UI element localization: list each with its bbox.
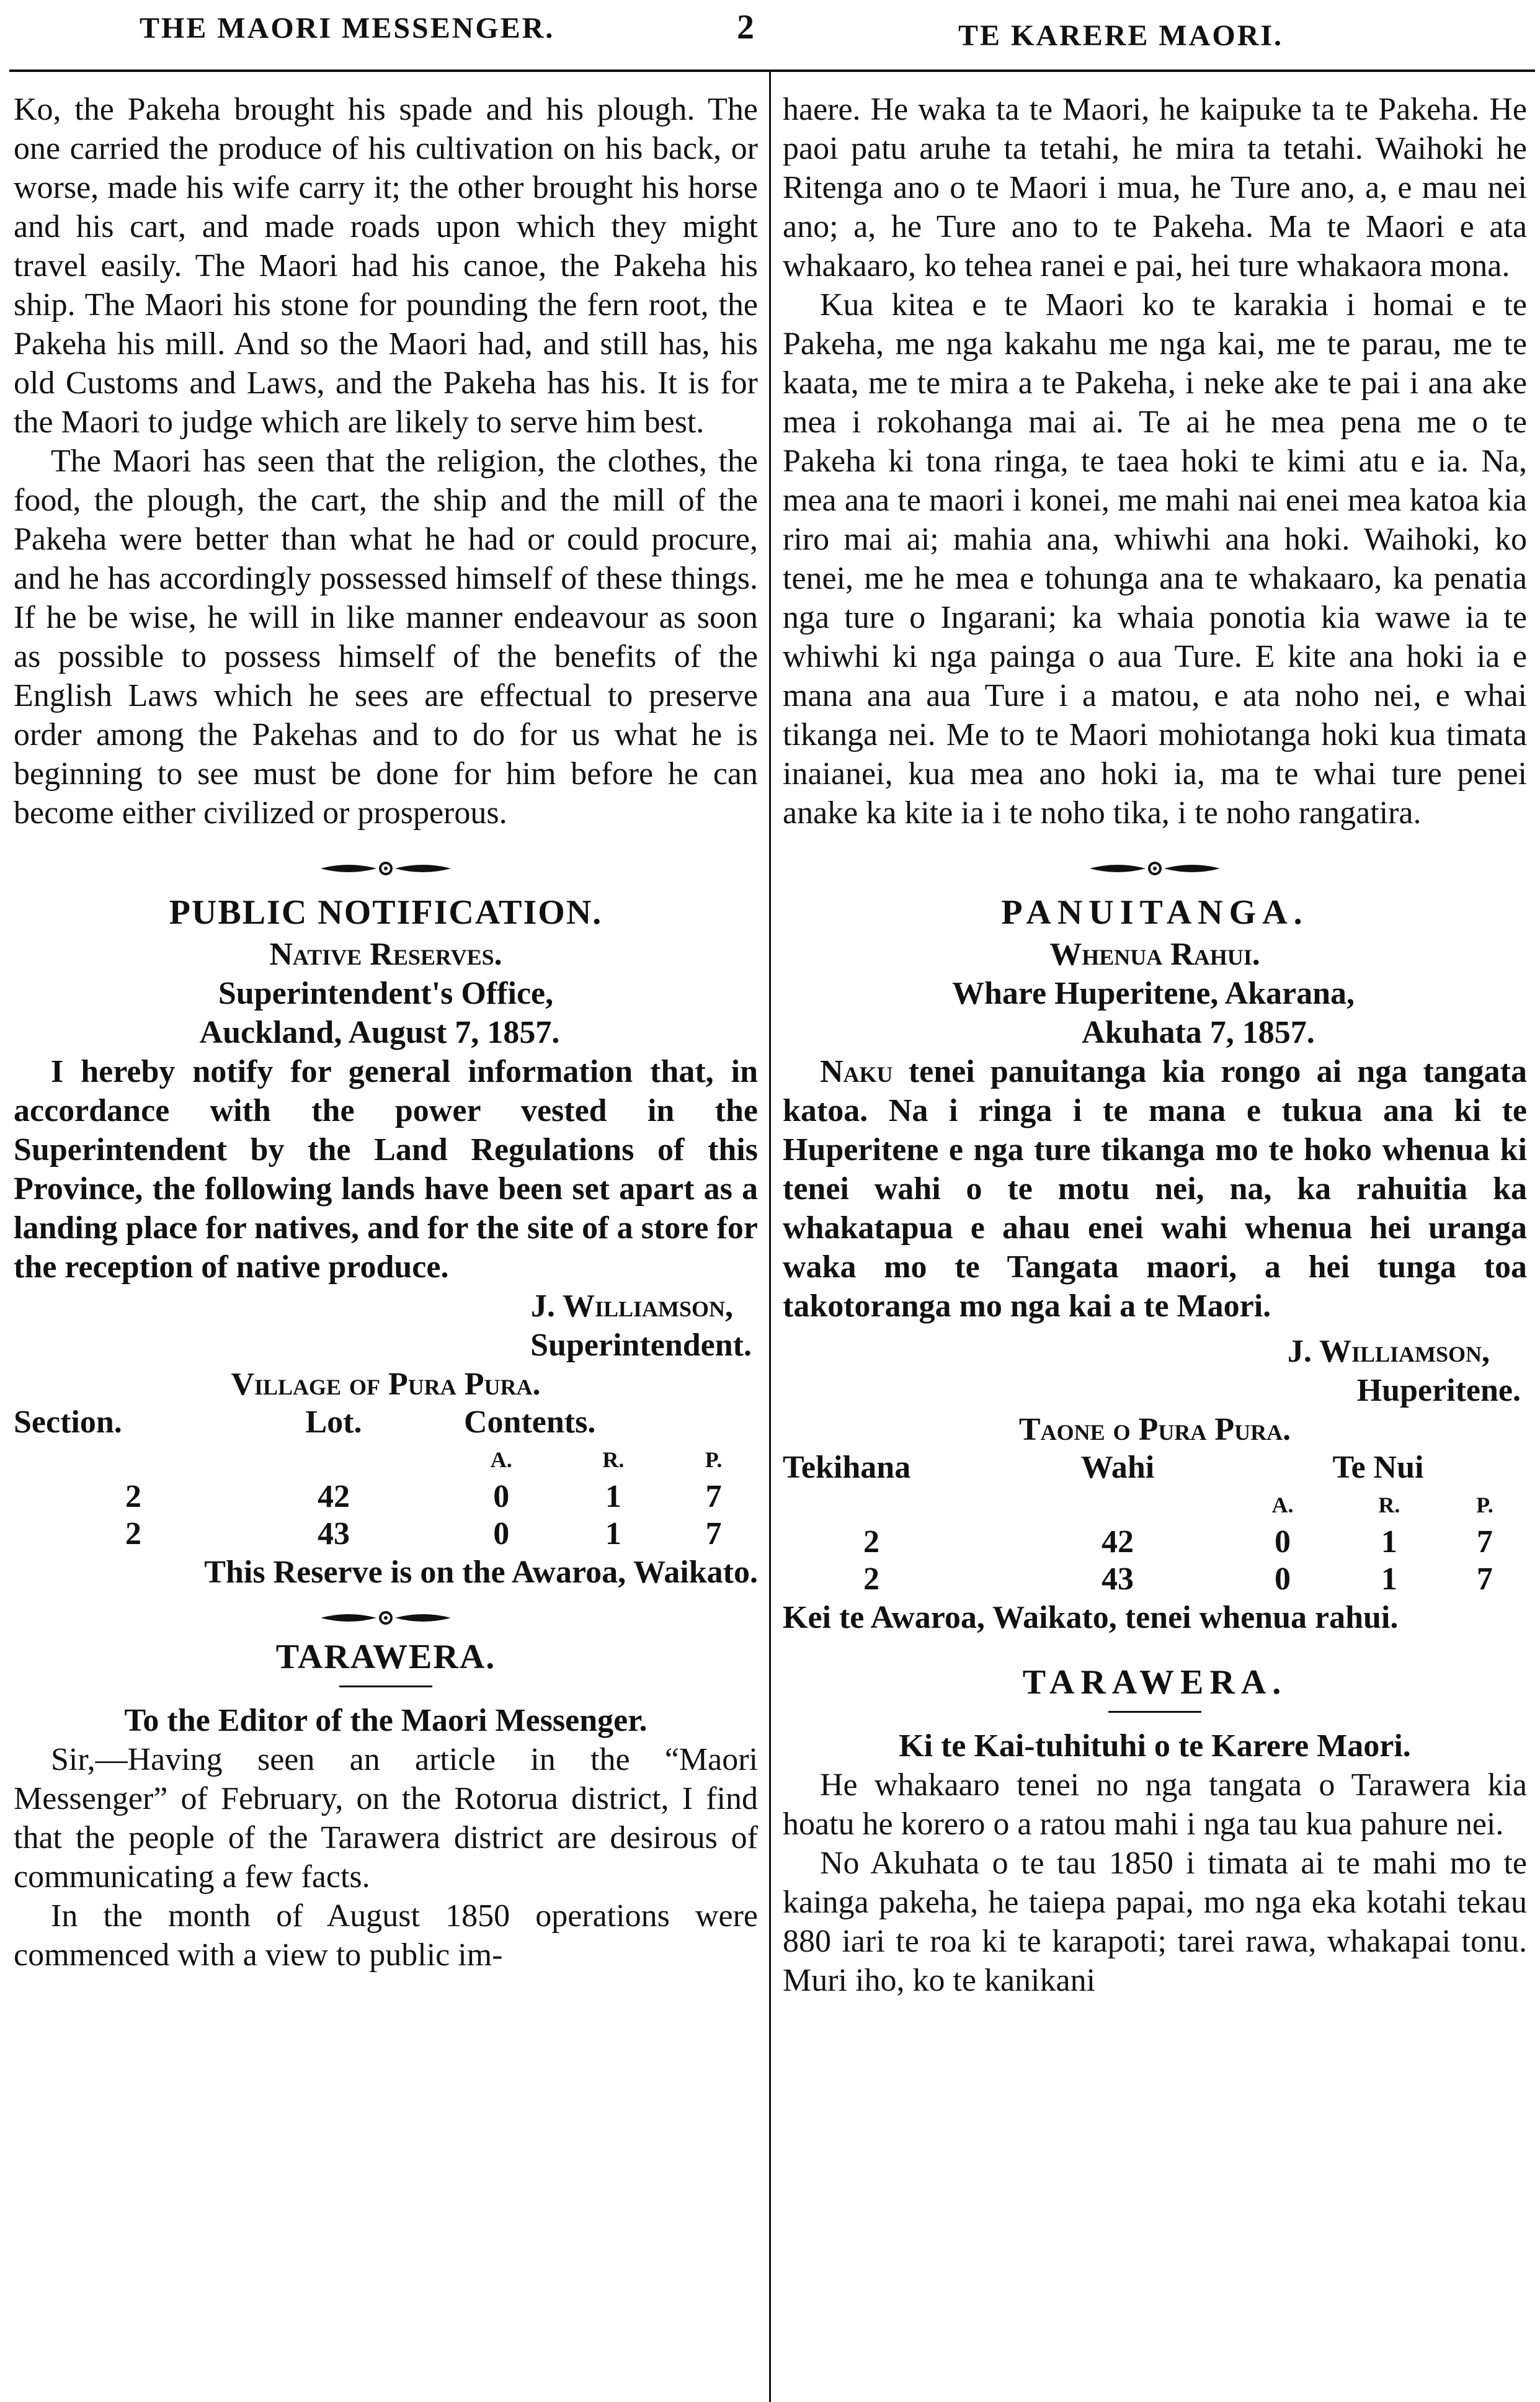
ornament-divider (783, 851, 1527, 882)
letter-paragraph: Sir,—Having seen an article in the “Maori Messenger” of February, on the Rotorua district, I find that the people of the Tarawera district are desirous of communicating a few facts. (14, 1742, 758, 1895)
table-row (14, 1478, 758, 1516)
units-row (783, 1486, 1527, 1524)
unit-label: R. (1378, 1493, 1400, 1517)
perches-cell: 7 (1476, 1524, 1493, 1560)
section-cell: 2 (863, 1561, 879, 1597)
paragraph: Ko, the Pakeha brought his spade and his plough. The one carried the produce of his cultivation on his back, or worse, made his wife carry it; the other brought his horse and his cart, and made roads upon which they might travel easily. The Maori had his canoe, the Pakeha his ship. The Maori his stone for pounding the fern root, the Pakeha his mill. And so the Maori had, and still has, his old Customs and Laws, and the Pakeha has his. It is for the Maori to judge which are likely to serve him best. (14, 92, 758, 440)
roods-cell: 1 (605, 1516, 621, 1551)
section-cell: 2 (125, 1516, 141, 1551)
section-title: TARAWERA. (1022, 1663, 1288, 1702)
reserve-table (783, 1449, 1527, 1598)
column-divider (769, 69, 771, 2402)
notice-body: tenei panuitanga kia rongo ai nga tangata katoa. Na i ringa i te mana e tukua ana ki te Huperitene e nga ture tikanga mo te hoko whenua ki tenei wahi o te motu nei, na, ka rahuitia ka whakatapua e ahau enei wahi whenua hei uranga waka mo te Tangata maori, a hei tunga toa takotoranga mo nga kai a te Maori. (783, 1054, 1528, 1324)
perches-cell: 7 (705, 1516, 722, 1551)
page-header (0, 0, 1540, 62)
paragraph: haere. He waka ta te Maori, he kaipuke ta te Pakeha. He paoi patu aruhe ta tetahi, he mira ta tetahi. Waihoki he Ritenga ano o te Maori i mua, he Ture ano, a, e mau nei ano; a, he Ture ano to te Pakeha. Ma te Maori e ata whakaaro, ko tehea ranei e pai, hei ture whakaora mona. (783, 92, 1527, 284)
acres-cell: 0 (1274, 1561, 1291, 1597)
notice-body: I hereby notify for general information that, in accordance with the power vested in the Superintendent by the Land Regulations of this Province, the following lands have been set apart as a landing place for natives, and for the site of a store for the reception of native produce. (14, 1054, 758, 1285)
notice-subtitle: Native Reserves. (269, 937, 502, 972)
table-header-row (783, 1449, 1527, 1486)
column-header: Te Nui (1332, 1450, 1424, 1485)
signer-title: Huperitene. (1356, 1373, 1521, 1408)
letter-paragraph: He whakaaro tenei no nga tangata o Tarawera kia hoatu he korero o a ratou mahi i nga tau kua pahure nei. (783, 1767, 1527, 1842)
village-heading: Taone o Pura Pura. (1018, 1412, 1291, 1447)
page-number: 2 (737, 8, 754, 47)
ornament-divider (783, 1646, 1527, 1657)
column-header: Lot. (305, 1404, 362, 1440)
notice-title: PUBLIC NOTIFICATION. (169, 893, 603, 932)
place-date: Auckland, August 7, 1857. (199, 1015, 560, 1050)
notice-lead: Naku (820, 1054, 893, 1089)
acres-cell: 0 (493, 1516, 510, 1551)
table-header-row (14, 1404, 758, 1441)
masthead-english: THE MAORI MESSENGER. (140, 12, 555, 45)
unit-label: A. (490, 1447, 512, 1472)
roods-cell: 1 (1381, 1524, 1397, 1560)
table-row (783, 1561, 1527, 1598)
table-row (783, 1524, 1527, 1561)
date-line: Akuhata 7, 1857. (1082, 1015, 1315, 1050)
table-row (14, 1516, 758, 1553)
ornament-divider (14, 851, 758, 882)
maori-column (783, 90, 1527, 2000)
reserve-table (14, 1404, 758, 1553)
signer-name: J. Williamson, (1287, 1334, 1490, 1369)
column-header: Section. (14, 1404, 122, 1440)
signer-title: Superintendent. (530, 1328, 752, 1363)
notice-subtitle: Whenua Rahui. (1049, 937, 1260, 972)
letter-paragraph: In the month of August 1850 operations were commenced with a view to public im- (14, 1898, 758, 1973)
office-line: Superintendent's Office, (218, 976, 554, 1011)
lot-cell: 42 (318, 1479, 350, 1514)
units-row (14, 1441, 758, 1478)
unit-label: P. (705, 1447, 723, 1472)
ornament-divider (14, 1601, 758, 1632)
roods-cell: 1 (605, 1479, 621, 1514)
village-heading: Village of Pura Pura. (231, 1367, 541, 1402)
masthead-maori: TE KARERE MAORI. (958, 19, 1284, 52)
reserve-note: Kei te Awaroa, Waikato, tenei whenua rahui. (783, 1600, 1399, 1635)
paragraph: Kua kitea e te Maori ko te karakia i homai e te Pakeha, me nga kakahu me nga kai, me te parau, me te kaata, me te mira a te Pakeha, i neke ake te pai i ana ake mea i rokohanga mai ai. Te ai he mea pena me o te Pakeha ki tona ringa, te taea hoki te kimi atu e ia. Na, mea ana te maori i konei, me mahi nai enei mea katoa kia riro mai ai; mahia ana, whiwhi ana hoki. Waihoki, ko tenei, me he mea e tohunga ana te whakaaro, ka penatia nga ture o Ingarani; ka whaia ponotia kia wawe ia te whiwhi ki nga painga o aua Ture. E kite ana hoki ia e mana ana aua Ture i a matou, e ata noho nei, e whai tikanga nei. Me to te Maori mohiotanga hoki kua timata inaianei, kua mea ano hoki ia, ma te whai ture penei anake ka kite ia i te noho tika, i te noho rangatira. (783, 287, 1527, 831)
ornament-icon (318, 1605, 454, 1630)
perches-cell: 7 (705, 1479, 722, 1514)
ornament-icon (318, 856, 454, 881)
short-rule (1108, 1711, 1201, 1713)
paragraph: The Maori has seen that the religion, the clothes, the food, the plough, the cart, the ship and the mill of the Pakeha were better than what he had or could procure, and he has accordingly possessed himself of these things. If he be wise, he will in like manner endeavour as soon as possible to possess himself of the benefits of the English Laws which he sees are effectual to preserve order among the Pakehas and to do for us what he is beginning to see must be done for him before he can become either civilized or prosperous. (14, 444, 758, 831)
column-header: Contents. (464, 1404, 596, 1440)
unit-label: A. (1271, 1493, 1294, 1517)
lot-cell: 43 (318, 1516, 350, 1551)
office-line: Whare Huperitene, Akarana, (951, 976, 1355, 1011)
signer-name: J. Williamson, (530, 1288, 733, 1324)
unit-label: P. (1476, 1493, 1493, 1517)
short-rule (339, 1685, 432, 1687)
reserve-note: This Reserve is on the Awaroa, Waikato. (204, 1555, 758, 1590)
section-title: TARAWERA. (275, 1638, 496, 1676)
acres-cell: 0 (1274, 1524, 1291, 1560)
perches-cell: 7 (1476, 1561, 1493, 1597)
editor-address: Ki te Kai-tuhituhi o te Karere Maori. (899, 1728, 1411, 1764)
unit-label: R. (602, 1447, 625, 1472)
column-header: Wahi (1080, 1450, 1155, 1485)
section-cell: 2 (863, 1524, 879, 1560)
column-header: Tekihana (783, 1450, 911, 1485)
editor-address: To the Editor of the Maori Messenger. (124, 1703, 648, 1738)
english-column (14, 90, 758, 1975)
lot-cell: 43 (1102, 1561, 1134, 1597)
acres-cell: 0 (493, 1479, 510, 1514)
ornament-icon (1087, 856, 1223, 881)
letter-paragraph: No Akuhata o te tau 1850 i timata ai te mahi mo te kainga pakeha, he taiepa papai, mo nga eka kotahi tekau 880 iari te roa ki te karapoti; tarei rawa, whakapai tonu. Muri iho, ko te kanikani (783, 1846, 1527, 1998)
lot-cell: 42 (1102, 1524, 1134, 1560)
header-rule (9, 69, 1535, 72)
roods-cell: 1 (1381, 1561, 1397, 1597)
notice-title: PANUITANGA. (1001, 893, 1309, 932)
section-cell: 2 (125, 1479, 141, 1514)
